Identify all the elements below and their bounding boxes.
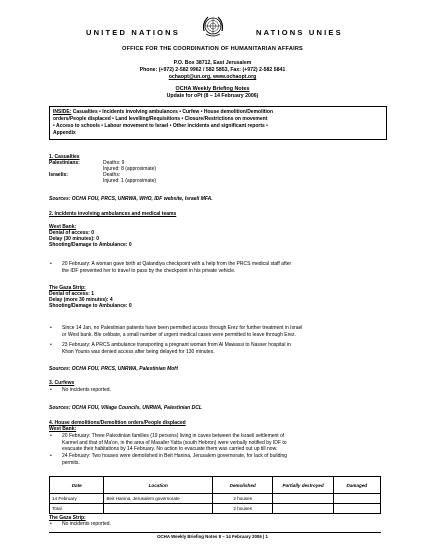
table-cell: 14 February [50, 494, 104, 504]
topics-line: orders/People displaced • Land levelling/Requisitions • Closure/Restrictions on movement [53, 116, 268, 122]
bullet-text: permits. [62, 459, 80, 466]
table-header-cell: Demolished [212, 477, 273, 494]
topics-label: INSIDE: [53, 109, 72, 115]
gaza-strip-title: The Gaza Strip: [49, 285, 86, 291]
table-cell [104, 504, 212, 514]
topics-line: Casualties • Incidents involving ambulances • Curfew • House demolition/Demolition [72, 109, 274, 115]
section-heading-casualties: 1. Casualties [49, 154, 80, 160]
office-phone: Phone: (+972) 2-582 9962 / 582 5853, Fax: (+972) 2-582 5841 [139, 67, 286, 73]
sources-curfews: Sources: OCHA FOU, Village Councils, UNRWA, Palestinian DCL [49, 405, 202, 411]
bullet-icon: • [50, 521, 52, 527]
bullet-icon: • [50, 433, 52, 439]
israelis-label: Israelis: [49, 172, 68, 178]
demolitions-table [49, 476, 381, 514]
wb-shooting-damage: Shooting/Damage to Ambulance: 0 [49, 242, 132, 248]
gaza-strip-title: The Gaza Strip: [49, 515, 86, 521]
report-title: OCHA Weekly Briefing Notes [175, 86, 250, 92]
bullet-text: 20 February: A woman gave birth at Qalandiya checkpoint with a help from the PRCS medical staff after [62, 261, 292, 267]
west-bank-title: West Bank: [49, 426, 77, 432]
bullet-text: 20 February: Three Palestinian families (19 persons) living in caves between the Israeli settlement of [62, 433, 285, 439]
bullet-text: the IDF prevented her to travel to pass by the checkpoint in his private vehicle. [62, 267, 236, 274]
table-row [50, 494, 381, 504]
table-header-cell: Location [104, 477, 212, 494]
bullet-icon: • [50, 325, 52, 331]
office-address: P.O. Box 38712, East Jerusalem [173, 60, 252, 66]
topics-line: • Access to schools • Labour movement to Israel • Other incidents and significant reports • [53, 123, 268, 129]
bullet-icon: • [50, 342, 52, 348]
table-cell: 2 houses [212, 504, 273, 514]
palestinians-label: Palestinians: [49, 160, 80, 166]
page-footer: OCHA Weekly Briefing Notes 8 – 14 February 2006 | 1 [157, 534, 268, 539]
topics-box [49, 106, 387, 140]
bullet-text: Karmel and that of Ma'on, in the area of Masafer Yatta (south Hebron) were verbally notified by IDF to [62, 439, 287, 446]
un-emblem-icon [200, 13, 226, 39]
office-email-link[interactable]: ochaopt@un.org, www.ochaopt.org [168, 74, 257, 80]
table-header-cell: Date [50, 477, 104, 494]
bullet-icon: • [50, 387, 52, 393]
table-cell: Total [50, 504, 104, 514]
palestinians-deaths: Deaths: 9 [103, 160, 125, 166]
bullet-text: 24 February: Two houses were demolished in Beit Hanina, Jerusalem governorate, for lack of building [62, 453, 288, 459]
table-cell [333, 494, 380, 504]
office-name: OFFICE FOR THE COORDINATION OF HUMANITARIAN AFFAIRS [121, 46, 303, 52]
table-row [50, 504, 381, 514]
un-name-english: UNITED NATIONS [86, 28, 180, 37]
israelis-deaths: Deaths: [103, 172, 121, 178]
bullet-text: Khan Younis was denied access after being delayed for 130 minutes. [62, 348, 215, 355]
table-header-row [50, 477, 381, 494]
palestinians-injured: Injured: 8 (approximate) [103, 166, 157, 172]
bullet-text: Since 14 Jan, no Palestinian patients have been permitted access through Erez for further treatment in Israel [62, 325, 303, 331]
section-heading-ambulances: 2. Incidents involving ambulances and medical teams [49, 211, 177, 217]
bullet-text: No incidents reported. [62, 521, 111, 527]
bullet-text: No incidents reported. [62, 387, 111, 393]
table-header-cell: Damaged [333, 477, 380, 494]
wb-denial-of-access: Denial of access: 0 [49, 230, 95, 236]
bullet-text: or West bank. Ble celibate, a small number of urgent medical cases were permitted to leave through Erez. [62, 331, 296, 338]
table-cell: Beit Hanina, Jerusalem governorate [104, 494, 212, 504]
table-header-cell: Partially destroyed [273, 477, 333, 494]
table-cell [333, 504, 380, 514]
gs-shooting-damage: Shooting/Damage to Ambulance: 0 [49, 303, 132, 309]
bullet-text: 23 February: A PRCS ambulance transporting a pregnant woman from Al Mawassi to Nasser hospital in [62, 342, 291, 348]
un-name-french: NATIONS UNIES [256, 28, 343, 37]
table-cell [273, 504, 333, 514]
report-period: Update for oPt (8 – 14 February 2006) [166, 93, 259, 99]
footer-divider [49, 532, 381, 533]
israelis-injured: Injured: 1 (approximate) [103, 178, 157, 184]
bullet-icon: • [50, 453, 52, 459]
section-heading-demolitions: 4. House demolitions/Demolition orders/People displaced [49, 420, 186, 426]
sources-casualties: Sources: OCHA FOU, PRCS, UNRWA, WHO, IDF website, Israeli MFA. [49, 196, 213, 202]
table-cell: 2 houses [212, 494, 273, 504]
wb-delay: Delay (30 minutes): 0 [49, 236, 100, 242]
section-heading-curfews: 3. Curfews [49, 380, 75, 386]
bullet-text: evacuate their habitations by 14 February. No action to evacuate them was carried out up till now. [62, 446, 278, 453]
bullet-icon: • [50, 261, 52, 267]
west-bank-title: West Bank: [49, 224, 77, 230]
topics-line: Appendix [53, 130, 76, 136]
table-cell [273, 494, 333, 504]
gs-delay: Delay (more 30 minutes): 4 [49, 297, 113, 303]
gs-denial-of-access: Denial of access: 1 [49, 291, 95, 297]
sources-ambulances: Sources: OCHA FOU, PRCS, UNRWA, Palestinian MoH [49, 366, 178, 372]
